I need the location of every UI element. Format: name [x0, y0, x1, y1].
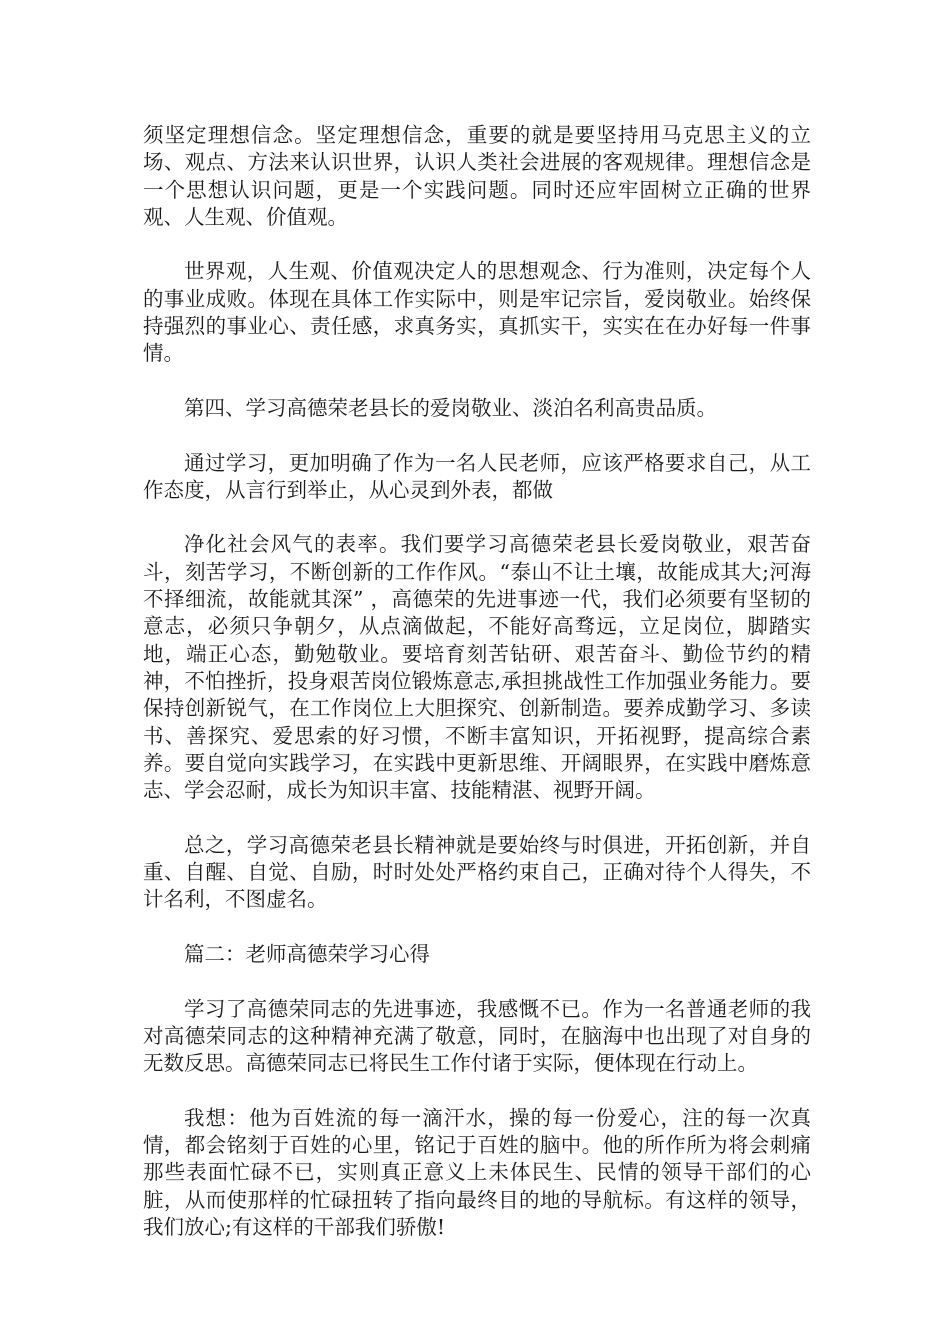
paragraph-6: 学习了高德荣同志的先进事迹，我感慨不已。作为一名普通老师的我对高德荣同志的这种精神充满了敬意，同时，在脑海中也出现了对自身的无数反思。高德荣同志已将民生工作付诸于实际，便体现在行动上。	[143, 996, 811, 1076]
paragraph-4: 净化社会风气的表率。我们要学习高德荣老县长爱岗敬业，艰苦奋斗，刻苦学习，不断创新的工作作风。“泰山不让土壤，故能成其大;河海不择细流，故能就其深” ，高德荣的先进事迹一代，我们必须要有坚韧的意志，必须只争朝夕，从点滴做起，不能好高骛远，立足岗位，脚踏实地，端正心态，勤勉敬业。要培育刻苦钻研、艰苦奋斗、勤俭节约的精神，不怕挫折，投身艰苦岗位锻炼意志,承担挑战性工作加强业务能力。要保持创新锐气，在工作岗位上大胆探究、创新制造。要养成勤学习、多读书、善探究、爱思索的好习惯，不断丰富知识，开拓视野，提高综合素养。要自觉向实践学习，在实践中更新思维、开阔眼界，在实践中磨炼意志、学会忍耐，成长为知识丰富、技能精湛、视野开阔。	[143, 532, 811, 803]
document-body	[143, 122, 811, 1268]
paragraph-5: 总之，学习高德荣老县长精神就是要始终与时俱进，开拓创新，并自重、自醒、自觉、自励，时时处处严格约束自己，正确对待个人得失，不计名利，不图虚名。	[143, 832, 811, 912]
paragraph-2: 世界观，人生观、价值观决定人的思想观念、行为准则，决定每个人的事业成败。体现在具体工作实际中，则是牢记宗旨，爱岗敬业。始终保持强烈的事业心、责任感，求真务实，真抓实干，实实在在办好每一件事情。	[143, 259, 811, 366]
section-heading-4: 第四、学习高德荣老县长的爱岗敬业、淡泊名利高贵品质。	[184, 395, 717, 420]
paragraph-3: 通过学习，更加明确了作为一名人民老师，应该严格要求自己，从工作态度，从言行到举止，从心灵到外表，都做	[143, 450, 811, 502]
paragraph-7: 我想：他为百姓流的每一滴汗水，操的每一份爱心，注的每一次真情，都会铭刻于百姓的心里，铭记于百姓的脑中。他的所作所为将会刺痛那些表面忙碌不已，实则真正意义上未体民生、民情的领导干部们的心脏，从而使那样的忙碌扭转了指向最终目的地的导航标。有这样的领导，我们放心;有这样的干部我们骄傲!	[143, 1105, 811, 1239]
paragraph-1: 须坚定理想信念。坚定理想信念，重要的就是要坚持用马克思主义的立场、观点、方法来认识世界，认识人类社会进展的客观规律。理想信念是一个思想认识问题，更是一个实践问题。同时还应牢固树立正确的世界观、人生观、价值观。	[143, 123, 811, 229]
article-title-2: 篇二：老师高德荣学习心得	[184, 941, 430, 966]
